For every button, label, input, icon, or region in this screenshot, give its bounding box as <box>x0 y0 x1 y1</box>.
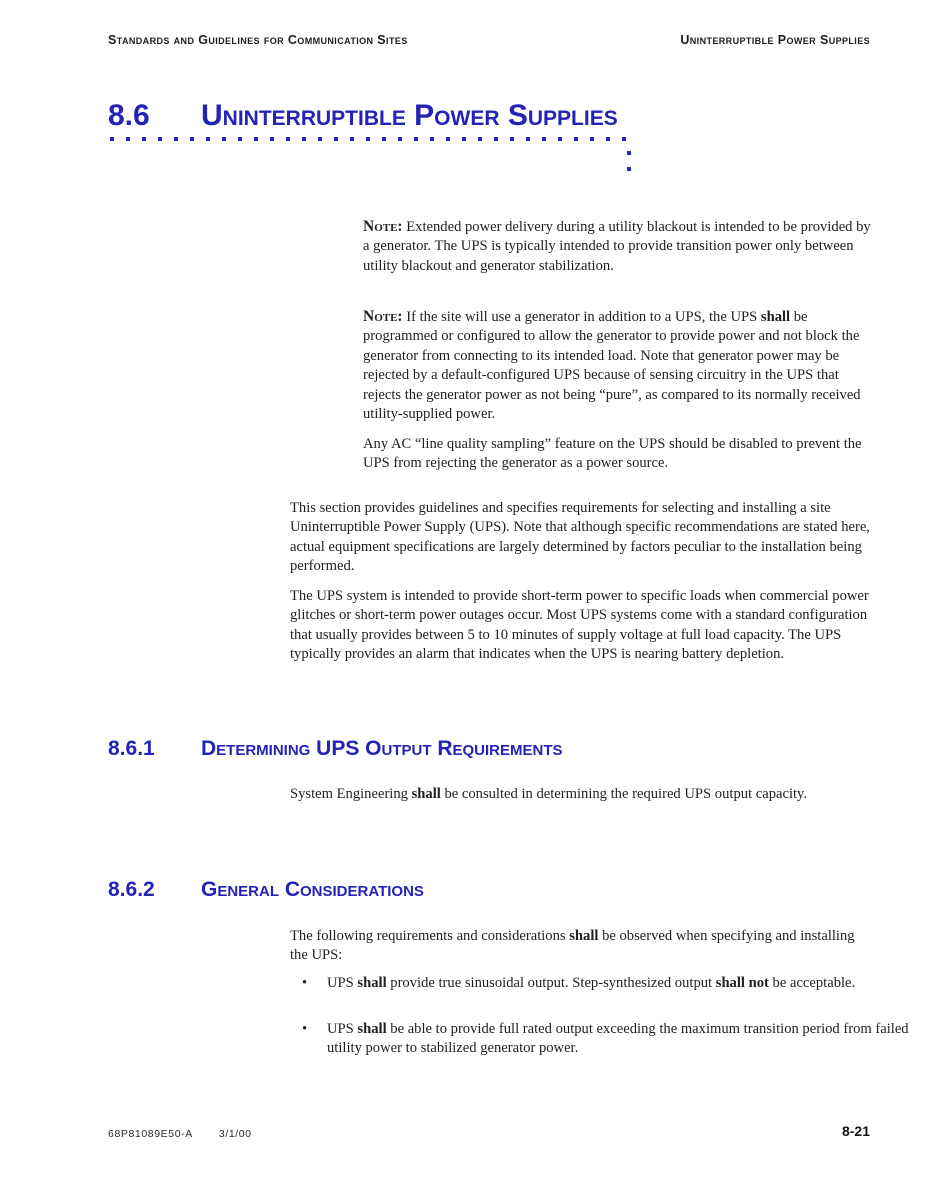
subsection-1-title: Determining UPS Output Requirements <box>201 737 563 760</box>
note-1-label: Note: <box>363 218 403 235</box>
bullet-item-1: • UPS shall provide true sinusoidal output. Step-synthesized output shall not be acceptable. <box>290 974 909 993</box>
section-title: Uninterruptible Power Supplies <box>201 99 618 132</box>
intro-paragraph-2: The UPS system is intended to provide short-term power to specific loads when commercial power glitches or short-term power outages occur. Most UPS systems come with a standard configuration that usually provides between 5 to 10 minutes of supply voltage at full load capacity. The UPS typically provides an alarm that indicates when the UPS is nearing battery depletion. <box>290 588 869 663</box>
subsection-1-heading <box>108 738 870 759</box>
footer-document-info <box>108 1128 278 1140</box>
note-1-text: Extended power delivery during a utility blackout is intended to be provided by a generator. The UPS is typically intended to provide transition power only between utility blackout and generator stabilization. <box>363 219 871 274</box>
dotted-rule-horizontal <box>110 137 634 141</box>
footer-date: 3/1/00 <box>218 1128 252 1140</box>
subsection-1-body: System Engineering shall be consulted in determining the required UPS output capacity. <box>290 786 808 802</box>
header-left-title: Standards and Guidelines for Communication Sites <box>108 33 408 47</box>
intro-paragraph-1: This section provides guidelines and specifies requirements for selecting and installing a site Uninterruptible Power Supply (UPS). Note that although specific recommendations are stated here, actual equipment specifications are largely determined by factors peculiar to the installation being performed. <box>290 500 870 575</box>
section-number: 8.6 <box>108 99 150 132</box>
subsection-2-title: General Considerations <box>201 878 424 901</box>
note-followup-paragraph: Any AC “line quality sampling” feature on the UPS should be disabled to prevent the UPS from rejecting the generator as a power source. <box>363 436 862 472</box>
note-2-text: If the site will use a generator in addition to a UPS, the UPS shall be programmed or configured to allow the generator to provide power and not block the generator from connecting to its intended load. Note that generator power may be rejected by a default-configured UPS because of sensing circuitry in the UPS that rejects the generator power as not being “pure”, as compared to its normally received utility-supplied power. <box>363 309 861 423</box>
bullet-item-2: • UPS shall be able to provide full rated output exceeding the maximum transition period from failed utility power to stabilized generator power. <box>290 1020 909 1059</box>
note-2 <box>363 307 873 424</box>
note-1 <box>363 217 873 276</box>
subsection-2-number: 8.6.2 <box>108 878 155 901</box>
section-heading <box>108 101 870 131</box>
subsection-2-intro: The following requirements and considerations shall be observed when specifying and installing the UPS: <box>290 928 855 964</box>
dotted-rule-vertical <box>627 151 631 172</box>
header-right-title: Uninterruptible Power Supplies <box>680 33 870 47</box>
subsection-1-number: 8.6.1 <box>108 737 155 760</box>
footer-page-number: 8-21 <box>841 1123 870 1139</box>
note-2-label: Note: <box>363 308 403 325</box>
subsection-2-heading <box>108 879 870 900</box>
footer-doc-number: 68P81089E50-A <box>108 1128 193 1140</box>
